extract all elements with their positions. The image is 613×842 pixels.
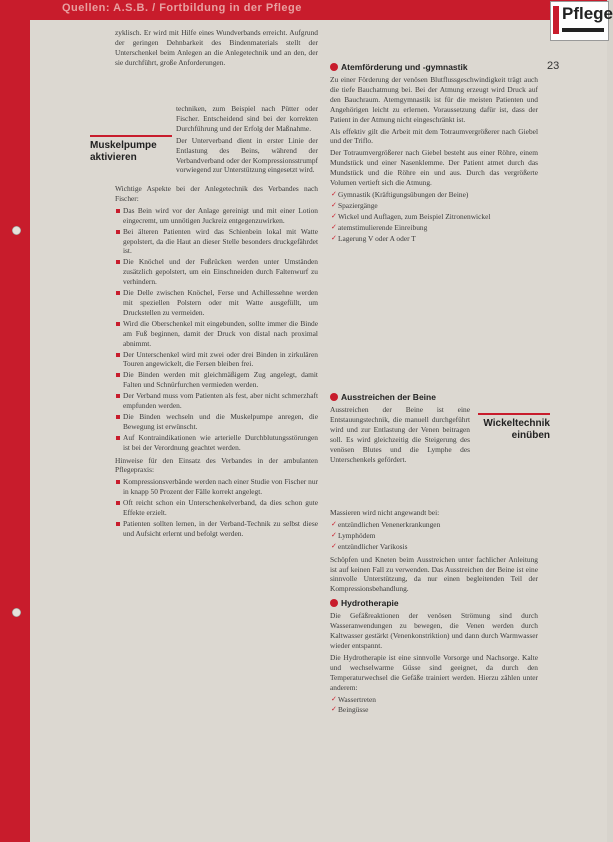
list-item: Bei älteren Patienten wird das Schienbein lokal mit Watte gepolstert, da die Haut an dieser Stelle besonders druckgefährdet ist. — [115, 227, 318, 257]
list-item: Wird die Oberschenkel mit eingebunden, sollte immer die Binde am Fuß beginnen, damit der Druck von distal nach proximal abnimmt. — [115, 319, 318, 349]
paragraph: Wichtige Aspekte bei der Anlegetechnik des Verbandes nach Fischer: — [115, 184, 318, 203]
logo-stripe — [553, 6, 559, 34]
list-item: ✓ atemstimulierende Einreibung — [330, 223, 538, 233]
bullet-list — [330, 695, 538, 716]
left-column-indent — [176, 104, 318, 177]
paragraph: techniken, zum Beispiel nach Pütter oder Fischer. Entscheidend sind bei der korrekten Durchführung und der Erfolg der Maßnahme. — [176, 104, 318, 133]
logo-text: Pflege — [562, 4, 613, 23]
paragraph: Ausstreichen der Beine ist eine Entstauungstechnik, die manuell durchgeführt wird und zur Entlastung der Venen beitragen soll. Es wird gleichzeitig die Steigerung des venösen Blutes und die Lymphe des Unterschenkels gefördert. — [330, 405, 470, 464]
bullet-list — [115, 477, 318, 538]
paragraph: Zu einer Förderung der venösen Blutflussgeschwindigkeit trägt auch die tiefe Bauchatmung bei. Bei der Atmung erzeugt wird Druck auf den Bauchraum. Atemgymnastik ist für die meisten Patienten und Angehörigen leicht zu erlernen. Voraussetzung dafür ist, dass der Patient in der Atmung nicht eingeschränkt ist. — [330, 75, 538, 124]
section-heading — [330, 392, 470, 402]
list-item: Kompressionsverbände werden nach einer Studie von Fischer nur in knapp 50 Prozent der Fälle korrekt angelegt. — [115, 477, 318, 497]
bullet-list — [330, 520, 538, 552]
list-item: Die Binden wechseln und die Muskelpumpe anregen, die Bewegung ist erwünscht. — [115, 412, 318, 432]
punch-hole — [12, 608, 21, 617]
list-item: ✓ Gymnastik (Kräftigungsübungen der Beine) — [330, 190, 538, 200]
right-column-mid — [330, 388, 470, 466]
left-column-main — [115, 184, 318, 542]
page-number: 23 — [547, 60, 560, 72]
header-text: Quellen: A.S.B. / Fortbildung in der Pflege — [62, 2, 302, 14]
list-item: ✓ Wickel und Auflagen, zum Beispiel Zitronenwickel — [330, 212, 538, 222]
bullet-list — [115, 206, 318, 453]
paragraph: Schöpfen und Kneten beim Ausstreichen unter fachlicher Anleitung ist auf keinen Fall zu verwenden. Das Ausstreichen der Beine ist eine sinnvolle Unterstützung, da nur einen begleitenden Teil der Kompressionsbehandlung. — [330, 554, 538, 594]
heading-text: Hydrotherapie — [341, 598, 399, 609]
list-item: Der Verband muss vom Patienten als fest, aber nicht schmerzhaft empfunden werden. — [115, 391, 318, 411]
paragraph: Der Unterverband dient in erster Linie der Entlastung des Beins, während der Verbandverband oder der Kompressionsstrumpf vorwiegend zur Unterstützung eingesetzt wird. — [176, 135, 318, 175]
list-item: Oft reicht schon ein Unterschenkelverband, da dies schon gute Effekte erzielt. — [115, 498, 318, 518]
bullet-icon — [330, 63, 338, 71]
list-item: Die Binden werden mit gleichmäßigem Zug angelegt, damit Falten und Schnürfurchen vermieden werden. — [115, 370, 318, 390]
paragraph: Die Gefäßreaktionen der venösen Strömung sind durch Wasseranwendungen zu bewegen, die Venen werden durch Kaltwasser gestärkt (Venenkonstriktion) und dann durch Warmwasser wieder entspannt. — [330, 611, 538, 650]
paragraph: Hinweise für den Einsatz des Verbandes in der ambulanten Pflegepraxis: — [115, 455, 318, 475]
list-item: Patienten sollten lernen, in der Verband-Technik zu selbst diese und Aufsicht erlernt und befolgt werden. — [115, 519, 318, 539]
list-item: ✓ Lagerung V oder A oder T — [330, 234, 538, 244]
list-item: ✓ Lymphödem — [330, 531, 538, 541]
list-item: Das Bein wird vor der Anlage gereinigt und mit einer Lotion eingecremt, um unnötigen Juckreiz entgegenzuwirken. — [115, 206, 318, 226]
section-heading — [330, 598, 538, 608]
list-item: Die Delle zwischen Knöchel, Ferse und Achillessehne werden mit speziellen Polstern oder mit Watte ausgefüllt, um Druckstellen zu vermeiden. — [115, 288, 318, 318]
bullet-list — [330, 190, 538, 244]
list-item: ✓ Spaziergänge — [330, 201, 538, 211]
bullet-icon — [330, 599, 338, 607]
magazine-logo — [550, 1, 613, 41]
right-column-bottom — [330, 508, 538, 718]
left-column-top — [115, 28, 318, 70]
paragraph: Die Hydrotherapie ist eine sinnvolle Vorsorge und Nachsorge. Kalte und wechselwarme Güsse sind geeignet, da durch den Temperaturwechsel die Gefäße trainiert werden. Hierzu zählen unter anderem: — [330, 652, 538, 692]
list-item: Die Knöchel und der Fußrücken werden unter Umständen zusätzlich gepolstert, um ein Einschneiden durch Faltenwurf zu verhindern. — [115, 257, 318, 287]
bullet-icon — [330, 393, 338, 401]
list-item: ✓ entzündlicher Varikosis — [330, 542, 538, 552]
list-item: ✓ Wassertreten — [330, 695, 538, 705]
paragraph: Der Totraumvergrößerer nach Giebel besteht aus einer Röhre, einem Mundstück und einer Nasenklemme. Der Patient atmet durch das Mundstück und die Röhre ein und aus. Durch das vergrößerte Volumen vertieft sich die Atmung. — [330, 148, 538, 188]
left-margin-bar — [0, 0, 30, 842]
right-column-top — [330, 58, 538, 247]
intro-paragraph: zyklisch. Er wird mit Hilfe eines Wundverbands erreicht. Aufgrund der geringen Dehnbarkeit des Bindenmaterials stellt der Unterschenkel beim Anlegen an die Anlegetechnik und an den, der sie durchführt, große Anforderungen. — [115, 28, 318, 67]
sidebar-heading-muskelpumpe: Muskelpumpe aktivieren — [90, 140, 172, 164]
list-item: Der Unterschenkel wird mit zwei oder drei Binden in zirkulären Touren angewickelt, die Fersen bleiben frei. — [115, 350, 318, 370]
heading-text: Ausstreichen der Beine — [341, 392, 436, 402]
list-item: Auf Kontraindikationen wie arterielle Durchblutungsstörungen ist bei der Verordnung geachtet werden. — [115, 433, 318, 453]
sidebar-heading-wickeltechnik: Wickeltechnik einüben — [478, 418, 550, 442]
punch-hole — [12, 226, 21, 235]
list-item: ✓ entzündlichen Venenerkrankungen — [330, 520, 538, 530]
logo-bar — [562, 28, 604, 32]
paragraph: Massieren wird nicht angewandt bei: — [330, 508, 440, 517]
heading-text: Atemförderung und -gymnastik — [341, 62, 468, 72]
paragraph: Als effektiv gilt die Arbeit mit dem Totraumvergrößerer nach Giebel und der Triflo. — [330, 126, 538, 146]
list-item: ✓ Beingüsse — [330, 705, 538, 715]
section-heading — [330, 62, 538, 72]
